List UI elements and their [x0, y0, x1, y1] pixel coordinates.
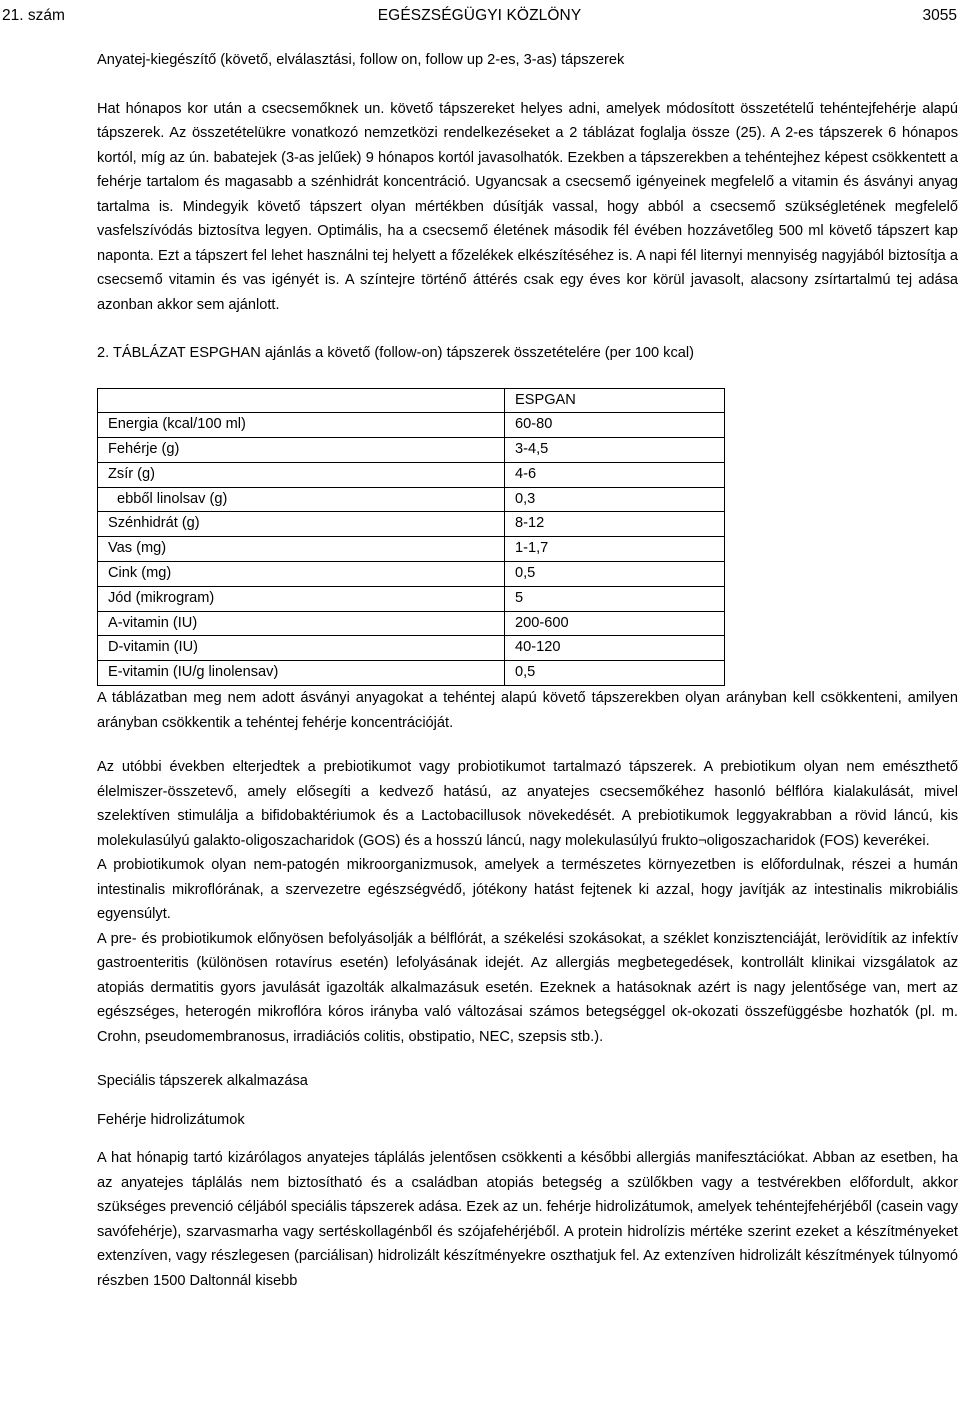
table-row-label: D-vitamin (IU) [98, 636, 505, 661]
table-header-row [98, 388, 725, 413]
section-title: Anyatej-kiegészítő (követő, elválasztási, follow on, follow up 2-es, 3-as) tápszerek [97, 52, 625, 68]
table-row-label: Jód (mikrogram) [98, 586, 505, 611]
intro-paragraph: Hat hónapos kor után a csecsemőknek un. követő tápszereket helyes adni, amelyek módosított összetételű tehéntejfehérje alapú tápszerek. Az összetételükre vonatkozó nemzetközi rendelkezéseket a 2 táblázat foglalja össze (25). A 2-es tápszerek 6 hónapos kortól, míg az ún. babatejek (3-as jelűek) 9 hónapos kortól javasolhatók. Ezekben a tápszerekben a tehéntejhez képest csökkentett a fehérje tartalom és magasabb a szénhidrát koncentráció. Ugyancsak a csecsemő igényeinek megfelelő a vitamin és ásványi anyag tartalma is. Mindegyik követő tápszert olyan mértékben dúsítják vassal, hogy abból a csecsemő szükségletének megfelelő vasfelszívódás biztosítva legyen. Optimális, ha a csecsemő életének második fél évében hozzávetőleg 500 ml követő tápszert kap naponta. Ezt a tápszert fel lehet használni tej helyett a főzelékek elkészítéséhez is. A napi fél liternyi mennyiség nagyjából biztosítja a csecsemő vitamin és vas igényét is. A színtejre történő áttérés csak egy éves kor körül javasolt, alacsony zsírtartalmú tej adása azonban akkor sem ajánlott. [97, 100, 958, 313]
table-row-label: Fehérje (g) [98, 438, 505, 463]
pre-pro-paragraph: A pre- és probiotikumok előnyösen befolyásolják a bélflórát, a székelési szokásokat, a széklet konzisztenciáját, lerövidítik az infektív gastroenteritis (különösen rotavírus esetén) lefolyásának idejét. Az allergiás megbetegedések, kontrollált klinikai vizsgálatok az atopiás dermatitis gyors javulását igazolták alkalmazásuk esetén. Ezeknek a hatásoknak azért is nagy jelentősége van, mert az egészséges, heterogén mikroflóra kóros irányba való változásai számos betegséggel ok-okozati összefüggésbe hozhatók (pl. m. Crohn, pseudomembranosus, irradiációs colitis, obstipatio, NEC, szepsis stb.). [97, 930, 958, 1045]
special-heading: Speciális tápszerek alkalmazása [97, 1073, 308, 1090]
table-row [98, 413, 725, 438]
table-row-label: A-vitamin (IU) [98, 611, 505, 636]
table-row-label: Zsír (g) [98, 462, 505, 487]
table-row [98, 512, 725, 537]
table-header-espgan: ESPGAN [505, 388, 725, 413]
after-table-paragraph: A táblázatban meg nem adott ásványi anyagokat a tehéntej alapú követő tápszerekben olyan arányban kell csökkenteni, amilyen arányban csökkentik a tehéntej fehérje koncentrációját. [97, 690, 958, 731]
table-row-label: ebből linolsav (g) [98, 487, 505, 512]
table-row-value: 60-80 [505, 413, 725, 438]
table-row [98, 586, 725, 611]
page-header [2, 3, 957, 29]
table-row [98, 562, 725, 587]
probiotic-paragraph: A probiotikumok olyan nem-patogén mikroorganizmusok, amelyek a természetes környezetben is előfordulnak, részei a humán intestinalis mikroflórának, a szervezetre egészségvédő, jótékony hatást fejtenek ki azzal, hogy javítják az intestinalis mikrobiális egyensúlyt. [97, 857, 958, 923]
table-row-value: 3-4,5 [505, 438, 725, 463]
table-row-value: 0,3 [505, 487, 725, 512]
issue-number: 21. szám [2, 7, 65, 24]
table-row-value: 5 [505, 586, 725, 611]
table-header-empty [98, 388, 505, 413]
table-row-label: Vas (mg) [98, 537, 505, 562]
table-row-value: 40-120 [505, 636, 725, 661]
final-paragraph: A hat hónapig tartó kizárólagos anyatejes táplálás jelentősen csökkenti a későbbi allergiás manifesztációkat. Abban az esetben, ha az anyatejes táplálás nem biztosítható és a családban atopiás betegség a szülőkben vagy a testvérekben előfordult, akkor szükséges prevenció céljából speciális tápszerek adása. Ezek az un. fehérje hidrolizátumok, amelyek tehéntejfehérjéből (casein vagy savófehérje), szarvasmarha vagy sertéskollagénből és szójafehérjéből. A protein hidrolízis mértéke szerint ezeket a készítményeket extenzíven, vagy részlegesen (parciálisan) hidrolizált készítményekre oszthatjuk fel. Az extenzíven hidrolizált készítmények túlnyomó részben 1500 Daltonnál kisebb [97, 1150, 958, 1289]
table-row [98, 462, 725, 487]
table-row-label: Cink (mg) [98, 562, 505, 587]
table-row [98, 611, 725, 636]
table-row-label: Energia (kcal/100 ml) [98, 413, 505, 438]
subheading: Fehérje hidrolizátumok [97, 1111, 245, 1128]
table-row-label: E-vitamin (IU/g linolensav) [98, 661, 505, 686]
table-row [98, 661, 725, 686]
table-row [98, 537, 725, 562]
composition-table [97, 388, 725, 687]
page-content [97, 48, 958, 1293]
page-number: 3055 [922, 7, 957, 24]
table-row [98, 487, 725, 512]
table-row-label: Szénhidrát (g) [98, 512, 505, 537]
table-row-value: 0,5 [505, 562, 725, 587]
table-row-value: 1-1,7 [505, 537, 725, 562]
table-row [98, 438, 725, 463]
table-row-value: 200-600 [505, 611, 725, 636]
table-row-value: 8-12 [505, 512, 725, 537]
journal-title: EGÉSZSÉGÜGYI KÖZLÖNY [377, 7, 582, 24]
table-row [98, 636, 725, 661]
table-row-value: 4-6 [505, 462, 725, 487]
table-caption: 2. TÁBLÁZAT ESPGHAN ajánlás a követő (follow-on) tápszerek összetételére (per 100 kcal) [97, 345, 694, 361]
prebiotic-paragraph: Az utóbbi években elterjedtek a prebiotikumot vagy probiotikumot tartalmazó tápszerek. A prebiotikum olyan nem emészthető élelmiszer-összetevő, amely elősegíti a kedvező hatású, az anyatejes csecsemőkéhez hasonló bélflóra kialakulását, mivel szelektíven stimulálja a bifidobaktériumok és a Lactobacillusok növekedését. A prebiotikumok leggyakrabban a rövid láncú, kis molekulasúlyú galakto-oligoszacharidok (GOS) és a hosszú láncú, nagy molekulasúlyú frukto¬oligoszacharidok (FOS) keverékei. [97, 759, 958, 849]
table-row-value: 0,5 [505, 661, 725, 686]
